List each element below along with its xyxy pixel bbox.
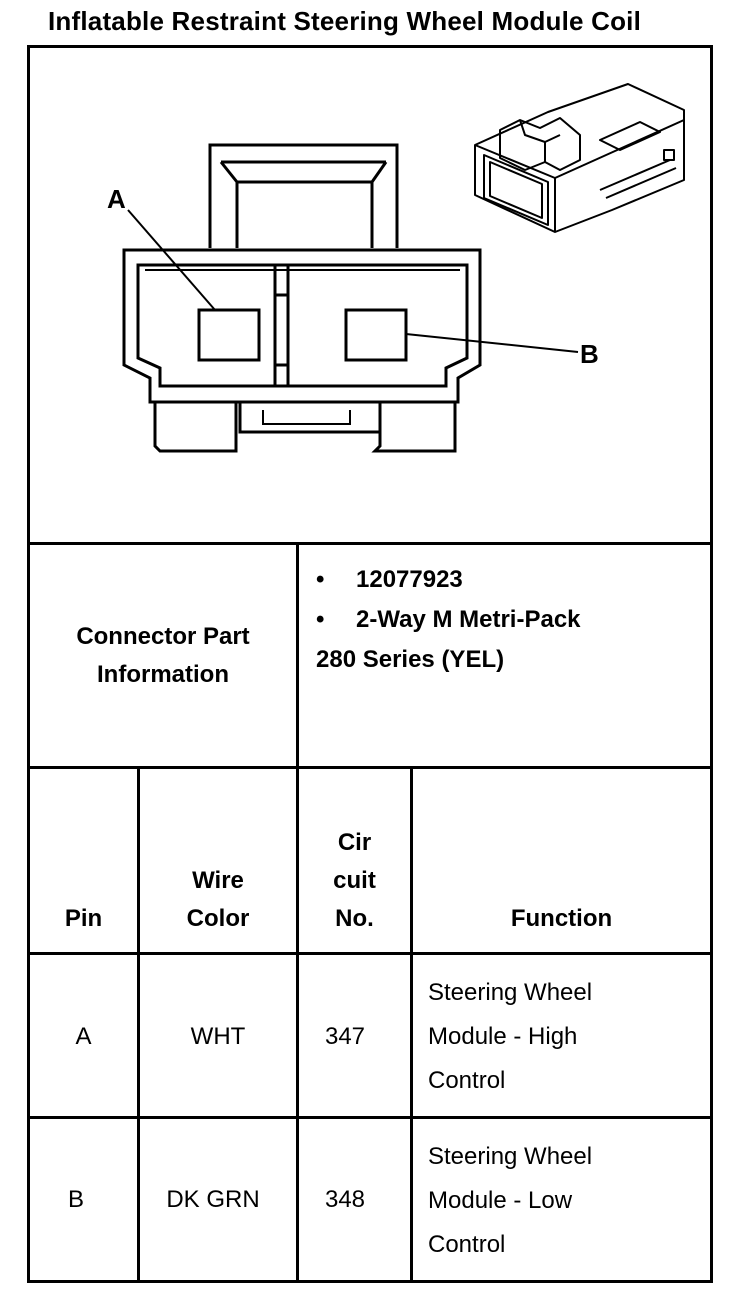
header-circuit-no: Cir cuit No. [333,829,376,932]
circuit-cell: 347 [324,1023,366,1050]
connector-info-details [316,560,581,680]
circuit-cell: 348 [324,1186,366,1213]
terminal-a-cavity [199,310,259,360]
divider-info-column [296,544,299,768]
bullet-icon: • [316,606,325,633]
connector-type: 2-Way M Metri-Pack [356,606,581,633]
list-item [316,560,581,600]
connector-info-label-line1: Connector Part [76,623,250,650]
leader-line-a [128,210,215,310]
connector-info-label [30,618,296,694]
connector-info-label-line2: Information [97,661,229,688]
header-function: Function [510,905,613,932]
connector-leg-left [155,402,236,451]
leader-line-b [406,334,578,352]
pin-cell: B [67,1186,84,1213]
divider-info-table [27,766,713,769]
divider-diagram-info [27,542,713,545]
connector-latch-inner [237,182,372,248]
divider-row-a-b [27,1116,713,1119]
wire-color-cell: DK GRN [166,1186,260,1213]
connector-body-outer [124,250,480,402]
pin-cell: A [75,1023,92,1050]
connector-face-diagram [30,48,710,543]
header-wire-color: Wire Color [186,867,250,932]
page-title: Inflatable Restraint Steering Wheel Module Coil [48,6,642,36]
terminal-b-cavity [346,310,406,360]
connector-series: 280 Series (YEL) [316,646,505,673]
pin-label-b: B [580,339,599,369]
function-cell: Steering Wheel Module - High Control [428,979,593,1094]
wire-color-cell: WHT [190,1023,246,1050]
connector-bottom-key [240,402,380,432]
connector-leg-right [375,402,455,451]
bullet-icon: • [316,566,325,593]
divider-header-rows [27,952,713,955]
connector-body-inner [138,265,467,386]
pin-label-a: A [107,184,126,214]
function-cell: Steering Wheel Module - Low Control [428,1143,593,1258]
connector-isometric-view [475,84,684,232]
header-pin: Pin [64,905,103,932]
list-item [316,600,581,640]
col-divider-circuit [410,768,413,1280]
part-number: 12077923 [356,566,463,593]
